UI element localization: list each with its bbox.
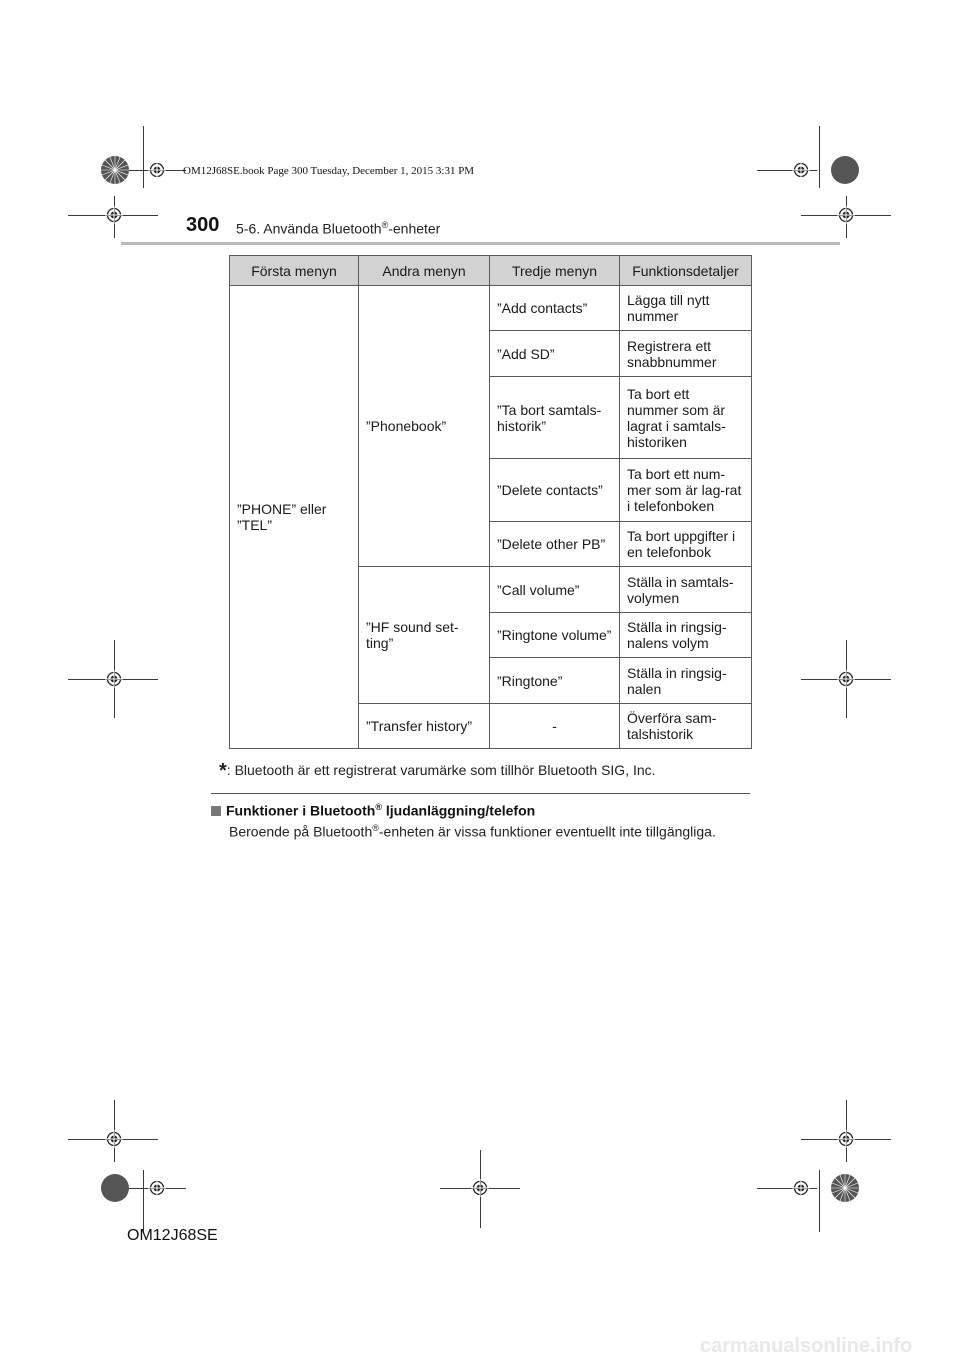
footnote-text: : Bluetooth är ett registrerat varumärke som tillhör Bluetooth SIG, Inc. bbox=[226, 762, 656, 778]
registration-mark-icon bbox=[105, 670, 123, 688]
second-menu-cell: ”HF sound set-ting” bbox=[359, 567, 490, 704]
registered-mark: ® bbox=[372, 823, 379, 833]
third-menu-cell: ”Delete contacts” bbox=[490, 459, 620, 522]
column-header-first-menu: Första menyn bbox=[230, 256, 359, 286]
crop-line bbox=[819, 1170, 820, 1232]
registration-mark-icon bbox=[471, 1179, 489, 1197]
second-menu-cell: ”Transfer history” bbox=[359, 704, 490, 749]
details-cell: Ta bort ett nummer som är lagrat i samtals-historiken bbox=[620, 377, 752, 459]
column-header-second-menu: Andra menyn bbox=[359, 256, 490, 286]
third-menu-cell: ”Delete other PB” bbox=[490, 522, 620, 567]
table-header-row bbox=[230, 256, 752, 286]
registration-mark-icon bbox=[837, 1130, 855, 1148]
first-menu-cell: ”PHONE” eller ”TEL” bbox=[230, 286, 359, 749]
registration-mark-icon bbox=[148, 1179, 166, 1197]
section-title-suffix: -enheter bbox=[388, 220, 441, 237]
registered-mark: ® bbox=[375, 802, 382, 812]
second-menu-cell: ”Phonebook” bbox=[359, 286, 490, 567]
registration-mark-icon bbox=[148, 161, 166, 179]
menu-table bbox=[229, 255, 752, 749]
registration-mark-icon bbox=[792, 161, 810, 179]
sunburst-mark-icon bbox=[100, 1173, 130, 1203]
registration-mark-icon bbox=[837, 206, 855, 224]
registration-mark-icon bbox=[105, 1130, 123, 1148]
crop-line bbox=[143, 126, 144, 188]
registered-mark: ® bbox=[381, 220, 389, 230]
note-text-suffix: -enheten är vissa funktioner eventuellt inte tillgängliga. bbox=[378, 823, 716, 840]
page-number: 300 bbox=[186, 214, 220, 236]
registration-mark-icon bbox=[105, 206, 123, 224]
details-cell: Ta bort uppgifter i en telefonbok bbox=[620, 522, 752, 567]
column-header-details: Funktionsdetaljer bbox=[620, 256, 752, 286]
note-heading bbox=[211, 802, 535, 819]
column-header-third-menu: Tredje menyn bbox=[490, 256, 620, 286]
watermark: carmanualsonline.info bbox=[700, 1335, 913, 1357]
details-cell: Ställa in ringsig-nalen bbox=[620, 658, 752, 704]
third-menu-cell: ”Ta bort samtals-historik” bbox=[490, 377, 620, 459]
third-menu-cell: ”Ringtone volume” bbox=[490, 613, 620, 658]
details-cell: Ta bort ett num-mer som är lag-rat i telefonboken bbox=[620, 459, 752, 522]
table-row bbox=[230, 286, 752, 331]
document-code: OM12J68SE bbox=[127, 1227, 218, 1244]
crop-line bbox=[143, 1170, 144, 1232]
footnote bbox=[219, 760, 656, 783]
bullet-square-icon bbox=[211, 806, 221, 816]
details-cell: Ställa in ringsig-nalens volym bbox=[620, 613, 752, 658]
third-menu-cell: ”Call volume” bbox=[490, 567, 620, 613]
section-divider bbox=[211, 793, 750, 794]
note-heading-suffix: ljudanläggning/telefon bbox=[381, 802, 536, 819]
details-cell: Registrera ett snabbnummer bbox=[620, 331, 752, 377]
note-text-prefix: Beroende på Bluetooth bbox=[229, 823, 373, 840]
crop-line bbox=[819, 126, 820, 188]
third-menu-cell: - bbox=[490, 704, 620, 749]
book-header: OM12J68SE.book Page 300 Tuesday, December 1, 2015 3:31 PM bbox=[183, 165, 475, 177]
sunburst-mark-icon bbox=[830, 155, 860, 185]
sunburst-mark-icon bbox=[830, 1173, 860, 1203]
note-heading-prefix: Funktioner i Bluetooth bbox=[226, 802, 376, 819]
third-menu-cell: ”Add SD” bbox=[490, 331, 620, 377]
sunburst-mark-icon bbox=[100, 155, 130, 185]
registration-mark-icon bbox=[792, 1179, 810, 1197]
third-menu-cell: ”Add contacts” bbox=[490, 286, 620, 331]
details-cell: Överföra sam-talshistorik bbox=[620, 704, 752, 749]
third-menu-cell: ”Ringtone” bbox=[490, 658, 620, 704]
details-cell: Lägga till nytt nummer bbox=[620, 286, 752, 331]
header-rule bbox=[121, 242, 840, 245]
section-title bbox=[236, 220, 440, 237]
footnote-marker: * bbox=[219, 760, 227, 782]
registration-mark-icon bbox=[837, 670, 855, 688]
details-cell: Ställa in samtals-volymen bbox=[620, 567, 752, 613]
section-title-prefix: 5-6. Använda Bluetooth bbox=[236, 220, 382, 237]
note-text bbox=[229, 823, 716, 840]
